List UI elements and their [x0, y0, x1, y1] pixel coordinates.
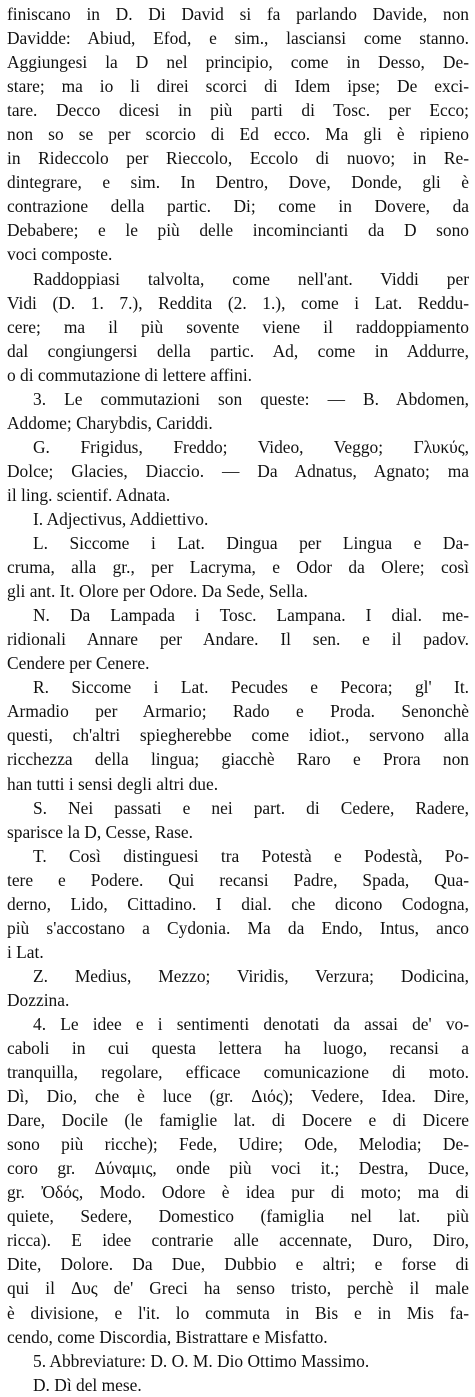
text-line: quiete, Sedere, Domestico (famiglia nel lat. più — [7, 1206, 469, 1227]
text-line: cruma, alla gr., per Lacryma, e Odor da Olere; così — [7, 557, 469, 578]
text-line: Dare, Docile (le famiglie lat. di Docere e di Dicere — [7, 1110, 469, 1131]
text-line: coro gr. Δύναμις, onde più voci it.; Destra, Duce, — [7, 1158, 469, 1179]
text-line: gr. Ὀδός, Modo. Odore è idea pur di moto; ma di — [7, 1182, 469, 1203]
text-line: sparisce la D, Cesse, Rase. — [7, 821, 193, 842]
text-line: Dì, Dio, che è luce (gr. Διός); Vedere, Idea. Dire, — [7, 1086, 469, 1107]
text-line: finiscano in D. Di David si fa parlando Davide, non — [7, 4, 469, 24]
text-line: dintegrare, e sim. In Dentro, Dove, Donde, gli è — [7, 172, 469, 193]
text-line: Addome; Charybdis, Cariddi. — [7, 412, 213, 433]
text-line: cere; ma il più sovente viene il raddoppiamento — [7, 316, 469, 337]
text-line: tare. Decco dicesi in più parti di Tosc. per Ecco; — [7, 100, 469, 121]
text-line: stare; ma io li direi scorci di Idem ipse; De exci- — [7, 76, 469, 97]
text-line: il ling. scientif. Adnata. — [7, 484, 171, 505]
text-line: Armadio per Armario; Rado e Proda. Senonchè — [7, 701, 469, 722]
text-line: L. Siccome i Lat. Dingua per Lingua e Da- — [33, 533, 469, 554]
text-line: Aggiungesi la D nel principio, come in Desso, De- — [7, 52, 469, 73]
text-line: Davidde: Abiud, Efod, e sim., lasciansi come stanno. — [7, 28, 469, 49]
text-line: D. Dì del mese. — [33, 1374, 142, 1395]
text-line: Debabere; e le più delle incomincianti da D sono — [7, 220, 469, 241]
text-line: S. Nei passati e nei part. di Cedere, Radere, — [33, 797, 469, 818]
text-line: voci composte. — [7, 244, 113, 265]
text-line: ridionali Annare per Andare. Il sen. e il padov. — [7, 629, 469, 650]
text-line: 3. Le commutazioni son queste: — B. Abdomen, — [33, 388, 469, 409]
text-line: 4. Le idee e i sentimenti denotati da assai de' vo- — [33, 1013, 469, 1034]
text-line: è divisione, e l'it. lo commuta in Bis e in Mis fa- — [7, 1302, 469, 1323]
text-line: caboli in cui questa lettera ha luogo, recansi a — [7, 1038, 469, 1059]
text-line: Raddoppiasi talvolta, come nell'ant. Viddi per — [33, 268, 469, 289]
text-line: Cendere per Cenere. — [7, 653, 150, 674]
text-line: cendo, come Discordia, Bistrattare e Misfatto. — [7, 1326, 328, 1347]
text-line: I. Adjectivus, Addiettivo. — [33, 508, 209, 529]
text-line: dal congiungersi della partic. Ad, come in Addurre, — [7, 340, 469, 361]
text-line: ricchezza della lingua; giacchè Raro e Prora non — [7, 749, 469, 770]
text-line: gli ant. It. Olore per Odore. Da Sede, Sella. — [7, 581, 308, 602]
text-line: derno, Lido, Cittadino. I dial. che dicono Codogna, — [7, 893, 469, 914]
text-line: o di commutazione di lettere affini. — [7, 364, 252, 385]
text-line: Vidi (D. 1. 7.), Reddita (2. 1.), come i Lat. Reddu- — [7, 292, 469, 313]
text-line: questi, ch'altri spiegherebbe come idiot., servono alla — [7, 725, 469, 746]
text-line: G. Frigidus, Freddo; Video, Veggo; Γλυκύς, — [33, 436, 469, 457]
text-line: Dozzina. — [7, 989, 70, 1010]
text-line: han tutti i sensi degli altri due. — [7, 773, 219, 794]
text-line: in Rideccolo per Rieccolo, Eccolo di nuovo; in Re- — [7, 148, 469, 169]
text-line: Dolce; Glacies, Diaccio. — Da Adnatus, Agnato; ma — [7, 460, 469, 481]
text-line: N. Da Lampada i Tosc. Lampana. I dial. me- — [33, 605, 469, 626]
text-line: i Lat. — [7, 941, 44, 962]
text-line: sono più ricche); Fede, Udire; Ode, Melodia; De- — [7, 1134, 469, 1155]
text-line: tere e Podere. Qui recansi Padre, Spada, Qua- — [7, 869, 469, 890]
text-line: 5. Abbreviature: D. O. M. Dio Ottimo Massimo. — [33, 1350, 370, 1371]
text-line: qui il Δυς de' Greci ha senso tristo, perchè il male — [7, 1278, 469, 1299]
text-line: T. Così distinguesi tra Potestà e Podestà, Po- — [33, 845, 469, 866]
text-line: Z. Medius, Mezzo; Viridis, Verzura; Dodicina, — [33, 965, 469, 986]
text-line: più s'accostano a Cydonia. Ma da Endo, Intus, anco — [7, 917, 469, 938]
text-line: contrazione della partic. Di; come in Dovere, da — [7, 196, 469, 217]
text-line: Dite, Dolore. Da Due, Dubbio e altri; e forse di — [7, 1254, 469, 1275]
text-line: R. Siccome i Lat. Pecudes e Pecora; gl' It. — [33, 677, 469, 698]
text-line: tranquilla, regolare, efficace comunicazione di moto. — [7, 1062, 469, 1083]
text-line: non so se per scorcio di Ed ecco. Ma gli è ripieno — [7, 124, 469, 145]
text-line: ricca). E idee contrarie alle accennate, Duro, Diro, — [7, 1230, 469, 1251]
